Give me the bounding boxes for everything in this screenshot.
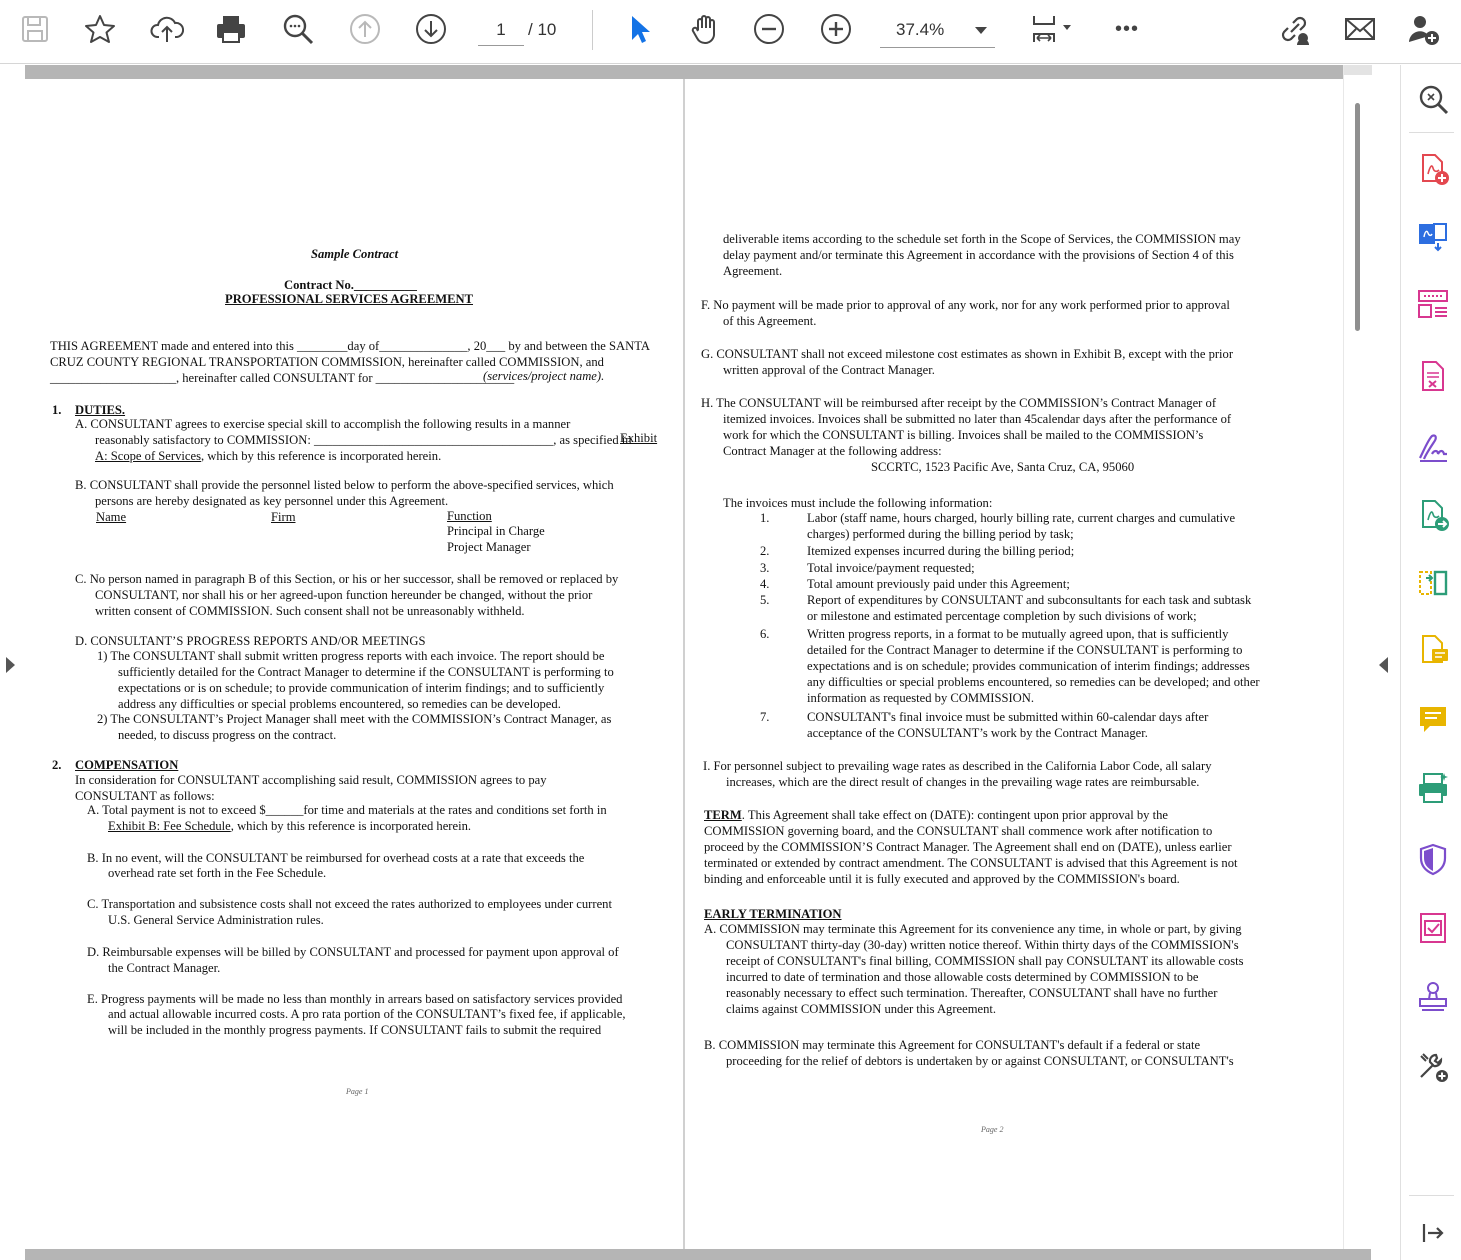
print-icon[interactable] bbox=[212, 9, 250, 49]
top-toolbar bbox=[0, 0, 1461, 64]
text-line: written consent of COMMISSION. Such consent shall not be unreasonably withheld. bbox=[95, 604, 525, 618]
text-line: A. COMMISSION may terminate this Agreement for its convenience any time, in whole or part, by giving bbox=[704, 922, 1242, 936]
more-options-icon[interactable]: ••• bbox=[1114, 17, 1139, 40]
list-item: expectations and is on schedule; provides communication of interim findings; addresses bbox=[807, 659, 1250, 673]
text-line: delay payment and/or terminate this Agreement in accordance with the provisions of Section 4 of this bbox=[723, 248, 1234, 262]
list-item: or milestone and estimated percentage completion by such divisions of work; bbox=[807, 609, 1197, 623]
compare-icon[interactable] bbox=[1415, 565, 1451, 601]
list-number: 6. bbox=[760, 627, 770, 641]
list-item: CONSULTANT's final invoice must be submitted within 60-calendar days after bbox=[807, 710, 1209, 724]
list-number: 5. bbox=[760, 593, 770, 607]
text-line: binding and enforceable until it is fully executed and approved by the COMMISSION's board. bbox=[704, 872, 1180, 886]
hand-icon[interactable] bbox=[686, 9, 724, 49]
text-line: claims against COMMISSION under this Agreement. bbox=[726, 1002, 997, 1016]
text-line: proceed by the COMMISSION’S Contract Manager. The Agreement shall end on (DATE), unless earlier bbox=[704, 840, 1232, 854]
page-total: / 10 bbox=[528, 20, 557, 39]
section-number: 1. bbox=[52, 403, 62, 417]
page-footer: Page 2 bbox=[981, 1125, 1004, 1134]
list-item: Total invoice/payment requested; bbox=[807, 561, 975, 575]
text-line: expectations or is on schedule; to provide communication of interim findings; and to sufficiently bbox=[118, 681, 605, 695]
text-line: F. No payment will be made prior to approval of any work, nor for any work performed prior to approval bbox=[701, 298, 1230, 312]
text-line: CONSULTANT as follows: bbox=[75, 789, 215, 803]
scrollbar-thumb[interactable] bbox=[1355, 103, 1360, 331]
save-icon[interactable] bbox=[16, 9, 54, 49]
text-line: proceeding for the relief of debtors is undertaken by or against CONSULTANT, or CONSULTANT's bbox=[726, 1054, 1234, 1068]
text-line: written approval of the Contract Manager. bbox=[723, 363, 935, 377]
function-item: Principal in Charge bbox=[447, 524, 545, 538]
text-line: Contract Manager at the following address: bbox=[723, 444, 942, 458]
text-line: In consideration for CONSULTANT accomplishing said result, COMMISSION agrees to pay bbox=[75, 773, 547, 787]
fill-sign-icon[interactable] bbox=[1415, 429, 1451, 465]
comment-file-icon[interactable] bbox=[1415, 632, 1451, 668]
zoom-out-icon[interactable] bbox=[750, 9, 788, 49]
list-item: Written progress reports, in a format to be mutually agreed upon, that is sufficiently bbox=[807, 627, 1229, 641]
chevron-down-icon bbox=[975, 27, 987, 34]
text-line: H. The CONSULTANT will be reimbursed after receipt by the COMMISSION’s Contract Manager of bbox=[701, 396, 1217, 410]
text-line: (services/project name). bbox=[483, 369, 605, 383]
list-item: information as requested by COMMISSION. bbox=[807, 691, 1035, 705]
text-line: The invoices must include the following information: bbox=[723, 496, 993, 510]
function-item: Project Manager bbox=[447, 540, 531, 554]
text-line: COMMISSION governing board, and the CONSULTANT shall commence work after notification to bbox=[704, 824, 1213, 838]
page-footer: Page 1 bbox=[346, 1087, 369, 1096]
export-pdf-icon[interactable] bbox=[1415, 218, 1451, 254]
zoom-value: 37.4% bbox=[896, 20, 945, 39]
rail-divider bbox=[1409, 132, 1454, 133]
pdf-page-1 bbox=[25, 79, 682, 1249]
text-line: of this Agreement. bbox=[723, 314, 817, 328]
rail-divider bbox=[1409, 1195, 1454, 1196]
tools-rail bbox=[1400, 65, 1461, 1260]
right-panel-toggle-icon[interactable] bbox=[1379, 657, 1388, 673]
text-line: THIS AGREEMENT made and entered into this ________day of______________, 20___ by and between the SANTA bbox=[50, 339, 651, 353]
list-item: acceptance of the CONSULTANT’s work by the Contract Manager. bbox=[807, 726, 1148, 740]
text-line: , which by this reference is incorporated herein. bbox=[230, 819, 472, 833]
stamp-icon[interactable] bbox=[1415, 979, 1451, 1015]
list-item: detailed for the Contract Manager to determine if the CONSULTANT is performing to bbox=[807, 643, 1243, 657]
text-line: and actual allowable incurred costs. A pro rata portion of the CONSULTANT’s fixed fee, if applicable, bbox=[108, 1007, 626, 1021]
text-line: C. No person named in paragraph B of this Section, or his or her successor, shall be removed or replaced by bbox=[75, 572, 619, 586]
text-line: B. CONSULTANT shall provide the personnel listed below to perform the above-specified services, which bbox=[75, 478, 614, 492]
left-panel-toggle-icon[interactable] bbox=[6, 657, 15, 673]
vertical-scrollbar[interactable] bbox=[1343, 65, 1371, 1249]
text-line: incurred to date of termination and those allowable costs determined by COMMISSION to be bbox=[726, 970, 1199, 984]
section-title-early-termination: EARLY TERMINATION bbox=[704, 907, 842, 921]
text-line: increases, which are the direct result of changes in the prevailing wage rates are reimbursable. bbox=[726, 775, 1200, 789]
text-line: the Contract Manager. bbox=[108, 961, 221, 975]
text-line: deliverable items according to the schedule set forth in the Scope of Services, the COMMISSION may bbox=[723, 232, 1241, 246]
text-line: I. For personnel subject to prevailing wage rates as described in the California Labor Code, all salary bbox=[703, 759, 1212, 773]
column-header-firm: Firm bbox=[271, 510, 296, 524]
list-item: Labor (staff name, hours charged, hourly billing rate, current charges and cumulative bbox=[807, 511, 1236, 525]
scan-icon[interactable] bbox=[1415, 770, 1451, 806]
text-line: 1) The CONSULTANT shall submit written progress reports with each invoice. The report should be bbox=[97, 649, 605, 663]
text-line: A. CONSULTANT agrees to exercise special skill to accomplish the following results in a manner bbox=[75, 417, 571, 431]
column-header-function: Function bbox=[447, 509, 492, 523]
add-user-icon[interactable] bbox=[1404, 9, 1442, 49]
select-arrow-icon[interactable] bbox=[620, 9, 658, 49]
text-line: CONSULTANT thirty-day (30-day) written notice thereof. Within thirty days of the COMMISSION's bbox=[726, 938, 1239, 952]
search-zoom-icon[interactable] bbox=[279, 9, 317, 49]
text-line: U.S. General Service Administration rules. bbox=[108, 913, 324, 927]
column-header-name: Name bbox=[96, 510, 127, 524]
text-line: receipt of CONSULTANT's final billing, COMMISSION shall pay CONSULTANT its allowable costs bbox=[726, 954, 1244, 968]
text-line: address any difficulties or special problems encountered, so remedies can be developed. bbox=[118, 697, 561, 711]
mailing-address: SCCRTC, 1523 Pacific Ave, Santa Cruz, CA, 95060 bbox=[871, 460, 1135, 474]
text-line: persons are hereby designated as key personnel under this Agreement. bbox=[95, 494, 449, 508]
edit-pdf-icon[interactable] bbox=[1415, 358, 1451, 394]
section-number: 2. bbox=[52, 758, 62, 772]
list-number: 7. bbox=[760, 710, 770, 724]
text-line: itemized invoices. Invoices shall be submitted no later than 45calendar days after the performance of bbox=[723, 412, 1232, 426]
text-line: B. In no event, will the CONSULTANT be reimbursed for overhead costs at a rate that exceeds the bbox=[87, 851, 585, 865]
protect-icon[interactable] bbox=[1415, 841, 1451, 877]
text-line: work for which the CONSULTANT is billing. Invoices shall be mailed to the COMMISSION’s bbox=[723, 428, 1204, 442]
toolbar-divider bbox=[592, 10, 593, 50]
share-link-icon[interactable] bbox=[1275, 9, 1313, 49]
text-line: A: Scope of Services bbox=[95, 449, 201, 463]
scrollbar-cap bbox=[1344, 65, 1372, 75]
text-line: CONSULTANT, nor shall his or her agreed-upon function hereunder be changed, without the prior bbox=[95, 588, 593, 602]
export-icon[interactable] bbox=[1415, 497, 1451, 533]
text-line: D. CONSULTANT’S PROGRESS REPORTS AND/OR MEETINGS bbox=[75, 634, 426, 648]
more-tools-icon[interactable] bbox=[1415, 1049, 1451, 1085]
section-title-compensation: COMPENSATION bbox=[75, 758, 179, 772]
text-line: C. Transportation and subsistence costs shall not exceed the rates authorized to employees under current bbox=[87, 897, 612, 911]
text-line: sufficiently detailed for the Contract Manager to determine if the CONSULTANT is performing to bbox=[118, 665, 614, 679]
text-line: reasonably necessary to effect such termination. Thereafter, CONSULTANT shall have no further bbox=[726, 986, 1218, 1000]
text-line: Exhibit bbox=[620, 431, 658, 445]
list-number: 2. bbox=[760, 544, 770, 558]
text-line: G. CONSULTANT shall not exceed milestone cost estimates as shown in Exhibit B, except with the prior bbox=[701, 347, 1234, 361]
contract-number: Contract No.__________ bbox=[284, 278, 417, 292]
email-icon[interactable] bbox=[1341, 9, 1379, 49]
list-number: 4. bbox=[760, 577, 770, 591]
text-line: E. Progress payments will be made no less than monthly in arrears based on satisfactory services provided bbox=[87, 992, 623, 1006]
list-number: 3. bbox=[760, 561, 770, 575]
list-number: 1. bbox=[760, 511, 770, 525]
agreement-title: PROFESSIONAL SERVICES AGREEMENT bbox=[225, 292, 473, 306]
viewer-margin-bottom bbox=[25, 1249, 1371, 1260]
pdf-page-2 bbox=[685, 79, 1342, 1249]
text-line: CRUZ COUNTY REGIONAL TRANSPORTATION COMMISSION, hereinafter called COMMISSION, and bbox=[50, 355, 604, 369]
upload-cloud-icon[interactable] bbox=[148, 9, 186, 49]
create-pdf-icon[interactable] bbox=[1415, 151, 1451, 187]
collapse-panel-icon[interactable] bbox=[1415, 1215, 1451, 1251]
organize-pages-icon[interactable] bbox=[1415, 286, 1451, 322]
text-line: Agreement. bbox=[723, 264, 783, 278]
text-line: ____________________, hereinafter called CONSULTANT for ______________________ bbox=[50, 371, 515, 385]
section-title-term: TERM bbox=[704, 808, 742, 822]
document-viewer[interactable] bbox=[0, 65, 1400, 1260]
text-line: will be included in the monthly progress payments. If CONSULTANT fails to submit the required bbox=[108, 1023, 602, 1037]
next-page-icon[interactable] bbox=[412, 9, 450, 49]
text-line: , which by this reference is incorporated herein. bbox=[200, 449, 442, 463]
text-line: needed, to discuss progress on the contract. bbox=[118, 728, 337, 742]
list-item: Total amount previously paid under this Agreement; bbox=[807, 577, 1070, 591]
page-number-input[interactable]: 1 bbox=[478, 14, 524, 46]
comment-icon[interactable] bbox=[1415, 701, 1451, 737]
page-fit-icon[interactable] bbox=[1022, 9, 1082, 49]
text-line: reasonably satisfactory to COMMISSION: ______________________________________, as specified in bbox=[95, 433, 632, 447]
zoom-dropdown[interactable] bbox=[880, 12, 995, 48]
doc-heading: Sample Contract bbox=[311, 247, 399, 261]
text-line: 2) The CONSULTANT’s Project Manager shall meet with the COMMISSION’s Contract Manager, as bbox=[97, 712, 612, 726]
text-line: terminated or extended by contract amendment. The CONSULTANT is advised that this Agreement is not bbox=[704, 856, 1238, 870]
text-line: A. Total payment is not to exceed $______for time and materials at the rates and conditions set forth in bbox=[87, 803, 607, 817]
text-line: B. COMMISSION may terminate this Agreement for CONSULTANT's default if a federal or state bbox=[704, 1038, 1201, 1052]
list-item: any difficulties or special problems encountered, so remedies can be developed; and other bbox=[807, 675, 1260, 689]
list-item: charges) performed during the billing period by task; bbox=[807, 527, 1074, 541]
bookmark-star-icon[interactable] bbox=[81, 9, 119, 49]
list-item: Report of expenditures by CONSULTANT and subconsultants for each task and subtask bbox=[807, 593, 1252, 607]
text-line: D. Reimbursable expenses will be billed by CONSULTANT and processed for payment upon approval of bbox=[87, 945, 619, 959]
section-title-duties: DUTIES. bbox=[75, 403, 126, 417]
form-icon[interactable] bbox=[1415, 910, 1451, 946]
zoom-in-icon[interactable] bbox=[817, 9, 855, 49]
zoom-panel-icon[interactable] bbox=[1415, 81, 1451, 117]
previous-page-icon[interactable] bbox=[346, 9, 384, 49]
viewer-margin-top bbox=[25, 65, 1371, 79]
text-line: . This Agreement shall take effect on (DATE): contingent upon prior approval by the bbox=[741, 808, 1168, 822]
list-item: Itemized expenses incurred during the billing period; bbox=[807, 544, 1075, 558]
text-line: Exhibit B: Fee Schedule bbox=[108, 819, 231, 833]
text-line: overhead rate set forth in the Fee Schedule. bbox=[108, 866, 327, 880]
